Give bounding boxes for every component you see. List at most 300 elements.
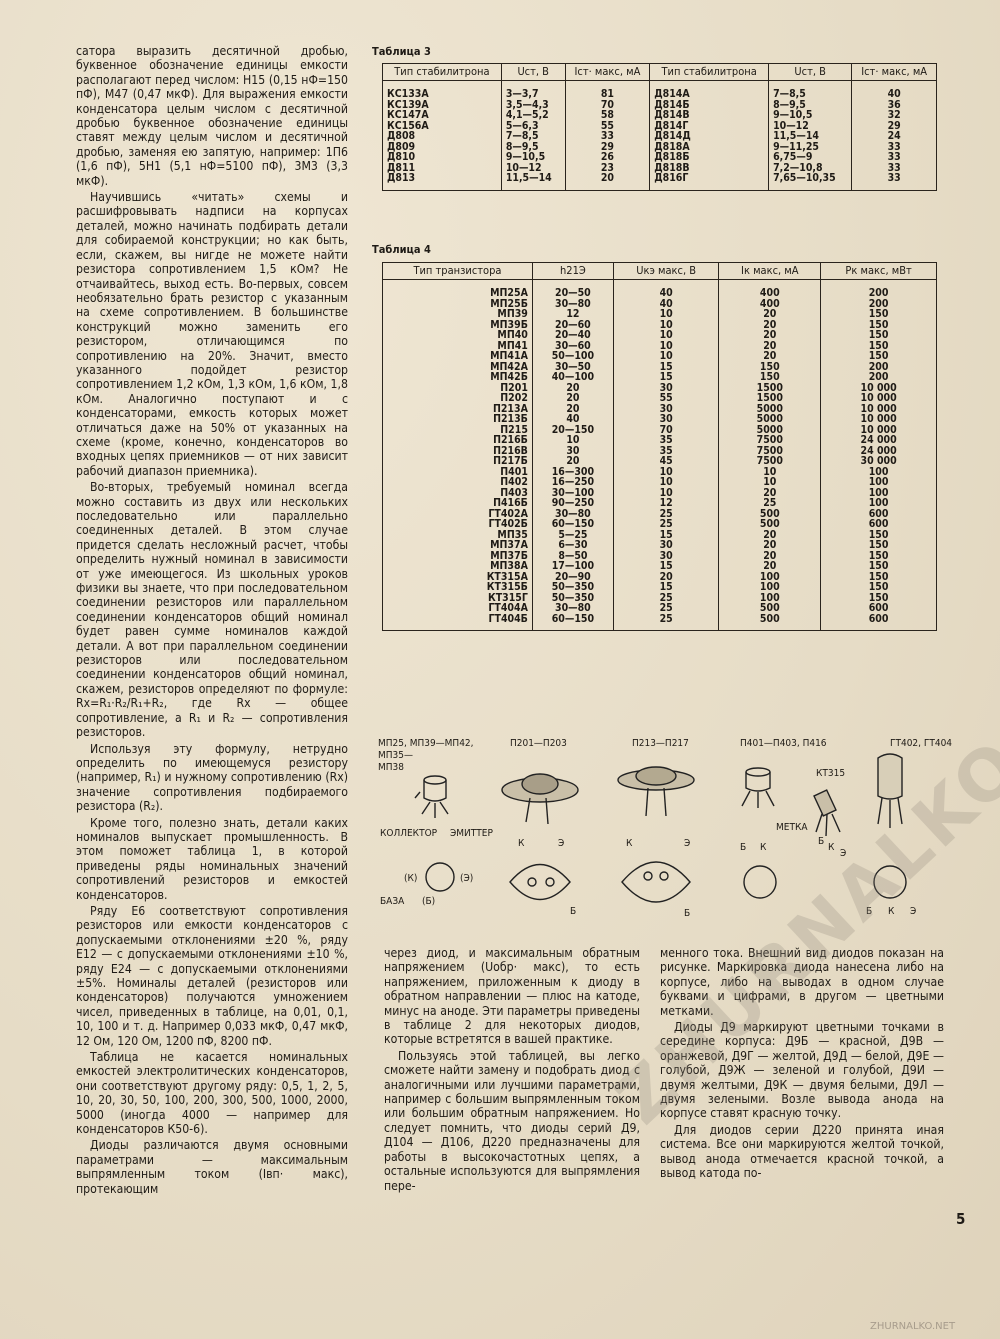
label-gt402: ГТ402, ГТ404 [890,738,953,749]
table-cell: 9—10,5 [501,152,565,163]
table-cell: 6—30 [532,540,613,551]
table-cell: 600 [821,603,937,614]
table-cell: 20 [719,561,821,572]
table-cell: 30 000 [821,456,937,467]
table-cell: 7500 [719,456,821,467]
p401-transistor-drawing [742,768,774,808]
table-cell: МП38А [383,561,533,572]
table-cell: 33 [852,173,937,190]
table-cell: 25 [613,509,718,520]
table-cell: 30 [613,551,718,562]
table-cell: 100 [821,498,937,509]
table-cell: 33 [852,142,937,153]
table-cell: П403 [383,488,533,499]
table-cell: 20—50 [532,280,613,299]
table-cell: Д810 [383,152,502,163]
table-cell: КС139А [383,100,502,111]
table4-header: Uкэ макс, В [613,263,718,280]
table-cell: КТ315Г [383,593,533,604]
table3-caption: Таблица 3 [372,45,431,58]
table-cell: П401 [383,467,533,478]
middle-column [384,946,640,1195]
table-cell: 7,2—10,8 [769,163,852,174]
table-row [383,498,937,509]
table-row [383,456,937,467]
table-cell: 8—9,5 [769,100,852,111]
table-cell: Д814Б [650,100,769,111]
label-mp35: МП35— [378,750,413,761]
table-cell: Д814А [650,81,769,100]
label-base: БАЗА [380,896,405,907]
table-row [383,280,937,299]
table-cell: 10 [613,477,718,488]
table-cell: МП42Б [383,372,533,383]
table-cell: 500 [719,603,821,614]
left-column-paragraph: Научившись «читать» схемы и расшифровывать надписи на корпусах деталей, можно начинать подбирать детали для собираемой конструкции; но как быть, если, скажем, вы нигде не можете найти резистора сопротивлением 1,5 кОм? Не отчаивайтесь, выход есть. Во-первых, совсем необязательно брать резистор с указанным на схеме сопротивлением. В большинстве конструкций можно заменить его резистором, отличающимся по сопротивлению на 20%. Значит, вместо указанного подойдет резистор сопротивлением 1,2 кОм, 1,3 кОм, 1,6 кОм, 1,8 кОм. Аналогично поступают и с конденсаторами, емкость которых может отличаться даже на 50% от указанных на схеме (кроме, конечно, конденсаторов во входных цепях приемников — от них зависит рабочий диапазон приемника). [76,190,348,478]
table-cell: 20—60 [532,320,613,331]
table-cell: 100 [821,488,937,499]
table-row [383,603,937,614]
table-cell: МП39 [383,309,533,320]
table-cell: 600 [821,614,937,631]
label-b-p201: Б [570,906,577,917]
table-cell: 50—100 [532,351,613,362]
table-cell: 10 000 [821,383,937,394]
table-cell: 20 [719,351,821,362]
table-cell: 11,5—14 [769,131,852,142]
table-cell: 30—80 [532,603,613,614]
table-cell: 5000 [719,414,821,425]
table-cell: 200 [821,299,937,310]
label-e-kt315: Э [840,848,847,859]
table-cell: 10 [613,351,718,362]
table-cell: 7—8,5 [501,131,565,142]
table-cell: 40 [532,414,613,425]
label-p401: П401—П403, П416 [740,738,827,749]
bottom-view-1 [426,863,454,891]
table-cell: 7—8,5 [769,81,852,100]
table-row [383,435,937,446]
label-e-paren: (Э) [460,873,474,884]
table-cell: 10 [613,341,718,352]
table-row [383,81,937,100]
table-cell: 30—60 [532,341,613,352]
table-cell: 60—150 [532,614,613,631]
table-cell: МП39Б [383,320,533,331]
table-cell: 150 [821,351,937,362]
table-cell: 30 [613,383,718,394]
table-cell: 25 [613,614,718,631]
table-row [383,152,937,163]
bottom-view-p401 [744,866,776,898]
label-collector: КОЛЛЕКТОР [380,828,438,839]
table-cell: 25 [613,519,718,530]
table-cell: 15 [613,530,718,541]
label-k-gt402: К [888,906,895,917]
table3-header: Тип стабилитрона [383,64,502,81]
table-cell: 50—350 [532,593,613,604]
table-row [383,309,937,320]
left-column-paragraph: Диоды различаются двумя основными параметрами — максимальным выпрямленным током (Iвп· макс), протекающим [76,1138,348,1196]
left-column-paragraph: сатора выразить десятичной дробью, буквенное обозначение единицы емкости располагают перед числом: Н15 (0,15 нФ=150 пФ), М47 (0,47 мкФ). Для выражения емкости конденсатора целым числом с десятичной дробью буквенное обозначение единицы ставят между целым числом и десятичной дробью, заменяя ею запятую, например: 1П6 (1,6 пФ), 5Н1 (5,1 нФ=5100 пФ), 3М3 (3,3 мкФ). [76,44,348,188]
table-cell: 24 [852,131,937,142]
table-cell: 150 [821,593,937,604]
table-cell: МП42А [383,362,533,373]
table-cell: П215 [383,425,533,436]
table-row [383,519,937,530]
table-cell: МП37Б [383,551,533,562]
table-cell: 150 [821,309,937,320]
table-row [383,110,937,121]
table-cell: 10—12 [501,163,565,174]
table-cell: 20 [719,540,821,551]
table-cell: 9—11,25 [769,142,852,153]
table-cell: 15 [613,362,718,373]
table-cell: МП40 [383,330,533,341]
mp-transistor-drawing [415,776,448,818]
table-cell: ГТ404А [383,603,533,614]
table-cell: ГТ402А [383,509,533,520]
table-row [383,131,937,142]
table3-header: Iст· макс, мА [565,64,650,81]
table-cell: 20 [719,341,821,352]
table-row [383,173,937,190]
table-cell: 7500 [719,435,821,446]
label-k-p401: К [760,842,767,853]
table-cell: 7500 [719,446,821,457]
table-cell: 10 [613,488,718,499]
label-k-kt315: К [828,842,835,853]
table-cell: 12 [613,498,718,509]
table-cell: 33 [852,152,937,163]
table-cell: 10—12 [769,121,852,132]
table-cell: 150 [821,582,937,593]
table4-header: Тип транзистора [383,263,533,280]
table-cell: П201 [383,383,533,394]
table-cell: 20—150 [532,425,613,436]
table-cell: МП25Б [383,299,533,310]
table-cell: Д814Д [650,131,769,142]
table-cell: 40—100 [532,372,613,383]
table-cell: 20 [719,530,821,541]
table-cell: П416Б [383,498,533,509]
table-cell: 100 [821,477,937,488]
table-cell: 100 [719,593,821,604]
table-cell: 30—80 [532,299,613,310]
table-cell: КС156А [383,121,502,132]
table-cell: 30—50 [532,362,613,373]
table-cell: 12 [532,309,613,320]
table-cell: 33 [852,163,937,174]
table-cell: МП35 [383,530,533,541]
table-cell: 11,5—14 [501,173,565,190]
table-row [383,330,937,341]
table-cell: 40 [852,81,937,100]
table-cell: 1500 [719,393,821,404]
label-k-p213: К [626,838,633,849]
table-cell: 29 [852,121,937,132]
table3-header: Uст, В [501,64,565,81]
table-cell: 500 [719,614,821,631]
table-cell: 33 [565,131,650,142]
table-cell: 70 [565,100,650,111]
table-cell: 17—100 [532,561,613,572]
table-row [383,614,937,631]
table-cell: 16—250 [532,477,613,488]
table-cell: 200 [821,362,937,373]
label-e-gt402: Э [910,906,917,917]
table-cell: 100 [821,467,937,478]
table-cell: 15 [613,582,718,593]
label-p201: П201—П203 [510,738,567,749]
table-cell: 32 [852,110,937,121]
table-cell: 5—25 [532,530,613,541]
table-cell: 20 [532,404,613,415]
table-cell: 15 [613,561,718,572]
table-cell: 150 [821,530,937,541]
label-b-paren: (Б) [422,896,436,907]
table-cell: 30 [613,414,718,425]
table-cell: КТ315Б [383,582,533,593]
table-cell: МП37А [383,540,533,551]
table-cell: Д818А [650,142,769,153]
left-column-paragraph: Таблица не касается номинальных емкостей электролитических конденсаторов, они соответствуют другому ряду: 0,5, 1, 2, 5, 10, 20, 30, 50, 100, 200, 300, 500, 1000, 2000, 5000 (иногда 4000 — например для конденсаторов К50-6). [76,1050,348,1137]
table-cell: 10 000 [821,425,937,436]
table-cell: 15 [613,372,718,383]
table-cell: Д814Г [650,121,769,132]
table-cell: 8—50 [532,551,613,562]
table-cell: П216Б [383,435,533,446]
table-cell: КТ315А [383,572,533,583]
table-cell: 9—10,5 [769,110,852,121]
table-row [383,351,937,362]
table-cell: 20 [532,383,613,394]
right-column-paragraph: менного тока. Внешний вид диодов показан на рисунке. Маркировка диода нанесена либо на корпусе, либо на выводах в одном случае буквами и цифрами, в другом — цветными метками. [660,946,944,1018]
table-cell: 55 [565,121,650,132]
label-b-gt402: Б [866,906,873,917]
table-cell: 30 [613,404,718,415]
label-mark: МЕТКА [776,822,808,833]
table-cell: 150 [719,372,821,383]
table-cell: 150 [821,561,937,572]
table-cell: 90—250 [532,498,613,509]
table-cell: 20—90 [532,572,613,583]
table-cell: П402 [383,477,533,488]
table-cell: 200 [821,372,937,383]
table-cell: КС147А [383,110,502,121]
table-cell: 1500 [719,383,821,394]
table-cell: 3—3,7 [501,81,565,100]
table-cell: 81 [565,81,650,100]
table-cell: 100 [719,572,821,583]
table-cell: 150 [821,540,937,551]
table3-header: Iст· макс, мА [852,64,937,81]
table-cell: 400 [719,299,821,310]
label-e-p213: Э [684,838,691,849]
table-cell: 10 000 [821,404,937,415]
table-cell: 500 [719,519,821,530]
table4-caption: Таблица 4 [372,243,431,256]
table4-header: Iк макс, мА [719,263,821,280]
label-emitter: ЭМИТТЕР [450,828,493,839]
table-cell: П213А [383,404,533,415]
table3-header: Uст, В [769,64,852,81]
label-mp38: МП38 [378,762,404,773]
table-cell: 150 [821,320,937,331]
table-row [383,393,937,404]
table-cell: 10 [613,320,718,331]
p213-transistor-drawing [618,767,694,816]
table-cell: 8—9,5 [501,142,565,153]
table-cell: 20 [719,309,821,320]
footer-url: ZHURNALKO.NET [870,1321,956,1332]
table-cell: Д813 [383,173,502,190]
table-cell: 200 [821,280,937,299]
table-cell: П217Б [383,456,533,467]
label-k-paren: (К) [404,873,418,884]
table-cell: 150 [821,572,937,583]
table-row [383,372,937,383]
table-cell: 20 [532,456,613,467]
table-cell: 50—350 [532,582,613,593]
page-number: 5 [956,1210,966,1228]
table-cell: 10 [613,330,718,341]
left-column-paragraph: Кроме того, полезно знать, детали каких номиналов выпускает промышленность. В этом поможет таблица 1, в которой приведены ряды номинальных значений сопротивлений резисторов и емкостей конденсаторов. [76,815,348,902]
table-cell: 23 [565,163,650,174]
table-cell: Д816Г [650,173,769,190]
bottom-view-p213 [622,862,690,902]
table-cell: 25 [719,498,821,509]
table-row [383,561,937,572]
table-cell: 10 [532,435,613,446]
table-cell: 55 [613,393,718,404]
table-cell: 10 [719,467,821,478]
right-column-paragraph: Диоды Д9 маркируют цветными точками в середине корпуса: Д9Б — красной, Д9В — оранжевой, Д9Г — желтой, Д9Д — белой, Д9Е — голубой, Д9Ж — зеленой и голубой, Д9И — двумя желтыми, Д9К — двумя белыми, Д9Л — двумя зелеными. Возле вывода анода на корпусе ставят красную точку. [660,1020,944,1121]
table-cell: П213Б [383,414,533,425]
table-cell: 150 [821,551,937,562]
table3 [382,63,937,191]
table-cell: 4,1—5,2 [501,110,565,121]
table-cell: 16—300 [532,467,613,478]
table4-header: Pк макс, мВт [821,263,937,280]
table-cell: 600 [821,509,937,520]
table-cell: 20 [719,330,821,341]
table-cell: 10 [719,477,821,488]
bottom-view-p201 [510,865,570,900]
table-cell: 35 [613,435,718,446]
table-cell: 58 [565,110,650,121]
left-column-paragraph: Во-вторых, требуемый номинал всегда можно составить из двух или нескольких последовательно или параллельно соединенных деталей. В этом случае придется сделать несложный расчет, чтобы определить нужный номинал в зависимости от уже имеющегося. Из школьных уроков физики вы знаете, что при последовательном соединении резисторов или параллельном соединении конденсаторов общий номинал будет равен сумме номиналов каждой детали. А вот при параллельном соединении резисторов или последовательном соединении конденсаторов общий номинал, скажем, резисторов определяют по формуле: Rx=R₁·R₂/R₁+R₂, где Rx — общее сопротивление, а R₁ и R₂ — сопротивления резисторов. [76,480,348,740]
table-cell: П216В [383,446,533,457]
table-row [383,540,937,551]
label-p213: П213—П217 [632,738,689,749]
table-cell: 150 [821,341,937,352]
left-column-paragraph: Ряду Е6 соответствуют сопротивления резисторов или емкости конденсаторов с допускаемыми отклонениями ±20 %, ряду Е12 — с допускаемыми отклонениями ±10 %, ряду Е24 — с допускаемыми отклонениями ±5%. Номиналы деталей (резисторов или конденсаторов) получаются умножением чисел, приведенных в таблице, на 0,01, 0,1, 10, 100 и т. д. Например 0,033 мкФ, 0,47 мкФ, 12 Ом, 120 Ом, 1200 пФ, 8200 пФ. [76,903,348,1048]
table-cell: 20 [565,173,650,190]
table-cell: 20 [532,393,613,404]
table-cell: Д811 [383,163,502,174]
table-cell: 26 [565,152,650,163]
table-cell: Д809 [383,142,502,153]
left-column [76,44,348,1198]
table-cell: 40 [613,280,718,299]
table-cell: Д808 [383,131,502,142]
table-cell: 10 [613,467,718,478]
table-cell: 30 [532,446,613,457]
right-column-paragraph: Для диодов серии Д220 принята иная система. Все они маркируются желтой точкой, вывод анода отмечается красной точкой, а вывод катода по- [660,1122,944,1181]
kt315-transistor-drawing [814,790,840,836]
table-cell: 6,75—9 [769,152,852,163]
table-cell: 30 [613,540,718,551]
table-cell: 24 000 [821,446,937,457]
table-cell: Д818Б [650,152,769,163]
table-cell: 25 [613,603,718,614]
table-cell: 30—100 [532,488,613,499]
table-row [383,477,937,488]
table-cell: 20 [613,572,718,583]
table-cell: 150 [719,362,821,373]
label-e-p201: Э [558,838,565,849]
table-cell: 40 [613,299,718,310]
table-cell: 400 [719,280,821,299]
table3-header: Тип стабилитрона [650,64,769,81]
label-kt315: КТ315 [816,768,846,779]
table-cell: 20—40 [532,330,613,341]
table-cell: КС133А [383,81,502,100]
table-cell: 36 [852,100,937,111]
table4 [382,262,937,631]
table-cell: 3,5—4,3 [501,100,565,111]
table-cell: 600 [821,519,937,530]
label-k-p201: К [518,838,525,849]
table-cell: 70 [613,425,718,436]
table-cell: МП25А [383,280,533,299]
table-cell: 5000 [719,425,821,436]
table-cell: 10 000 [821,414,937,425]
label-b-p213: Б [684,908,691,919]
table-cell: 100 [719,582,821,593]
table-cell: МП41 [383,341,533,352]
table-cell: 60—150 [532,519,613,530]
table-row [383,414,937,425]
table-cell: Д818В [650,163,769,174]
middle-column-paragraph: Пользуясь этой таблицей, вы легко сможете найти замену и подобрать диод с аналогичными или лучшими параметрами, например с большим выпрямленным током или большим обратным напряжением. Но следует помнить, что диоды серий Д9, Д104 — Д106, Д220 предназначены для работы в высокочастотных цепях, а остальные используются для выпрямления пере- [384,1048,640,1193]
table-cell: ГТ404Б [383,614,533,631]
table-cell: 5000 [719,404,821,415]
middle-column-paragraph: через диод, и максимальным обратным напряжением (Uобр· макс), то есть напряжением, приложенным к диоду в обратном направлении — плюс на катоде, минус на аноде. Эти параметры приведены в таблице 2 для некоторых диодов, которые встретятся в вашей практике. [384,946,640,1047]
table-cell: 5—6,3 [501,121,565,132]
table-cell: МП41А [383,351,533,362]
label-b-kt315: Б [818,836,825,847]
p201-transistor-drawing [502,774,578,824]
table-cell: Д814В [650,110,769,121]
label-mp25: МП25, МП39—МП42, [378,738,474,749]
table-cell: ГТ402Б [383,519,533,530]
table-cell: 7,65—10,35 [769,173,852,190]
table-cell: 45 [613,456,718,467]
table4-header: h21Э [532,263,613,280]
table-cell: 150 [821,330,937,341]
table-cell: 500 [719,509,821,520]
table-cell: 10 [613,309,718,320]
table-cell: 24 000 [821,435,937,446]
table-cell: 35 [613,446,718,457]
table-cell: 20 [719,320,821,331]
table-cell: П202 [383,393,533,404]
table-cell: 29 [565,142,650,153]
table-row [383,582,937,593]
table-cell: 30—80 [532,509,613,520]
